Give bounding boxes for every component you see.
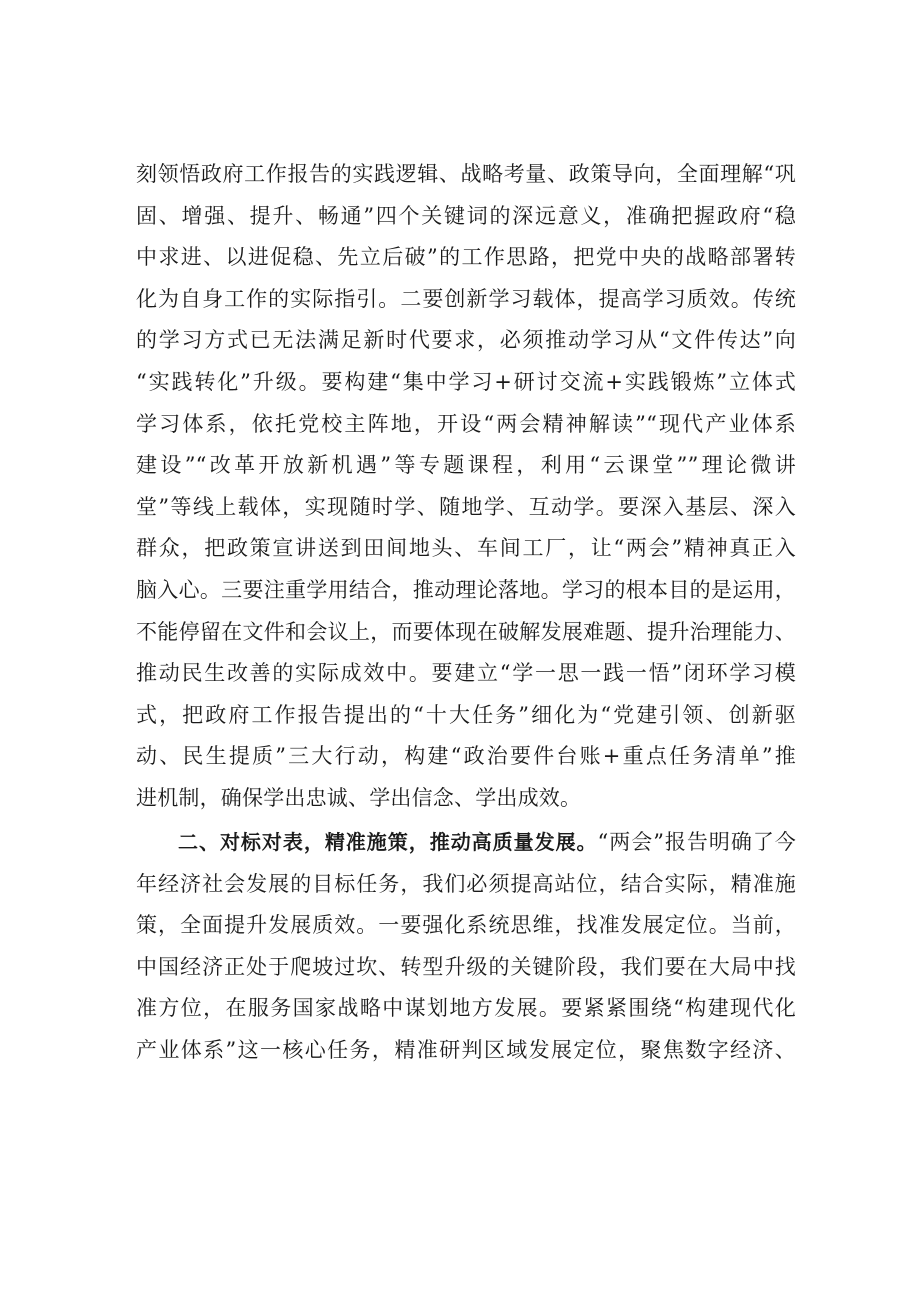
paragraph-line: 准方位，在服务国家战略中谋划地方发展。要紧紧围绕“构建现代化 <box>136 996 796 1021</box>
paragraph-line: 式，把政府工作报告提出的“十大任务”细化为“党建引领、创新驱 <box>136 702 796 727</box>
paragraph-line: 学习体系，依托党校主阵地，开设“两会精神解读”“现代产业体系 <box>136 411 796 436</box>
paragraph-line: 刻领悟政府工作报告的实践逻辑、战略考量、政策导向，全面理解“巩 <box>136 162 796 186</box>
paragraph-first-line <box>136 822 796 864</box>
paragraph-line: 固、增强、提升、畅通”四个关键词的深远意义，准确把握政府“稳 <box>136 203 796 228</box>
paragraph-2 <box>136 822 796 1072</box>
paragraph-line: 年经济社会发展的目标任务，我们必须提高站位，结合实际，精准施 <box>136 871 796 896</box>
paragraph-line: 堂”等线上载体，实现随时学、随地学、互动学。要深入基层、深入 <box>136 494 796 519</box>
paragraph-line: 群众，把政策宣讲送到田间地头、车间工厂，让“两会”精神真正入 <box>136 536 796 561</box>
paragraph-line: 不能停留在文件和会议上，而要体现在破解发展难题、提升治理能力、 <box>136 619 796 644</box>
paragraph-line: 中国经济正处于爬坡过坎、转型升级的关键阶段，我们要在大局中找 <box>136 954 796 979</box>
paragraph-1 <box>136 154 796 820</box>
heading-continuation: “两会”报告明确了今 <box>597 830 796 854</box>
paragraph-line: 脑入心。三要注重学用结合，推动理论落地。学习的根本目的是运用， <box>136 577 796 602</box>
paragraph-line: 动、民生提质”三大行动，构建“政治要件台账+重点任务清单”推 <box>136 744 796 769</box>
paragraph-line: 化为自身工作的实际指引。二要创新学习载体，提高学习质效。传统 <box>136 286 796 311</box>
paragraph-line: 策，全面提升发展质效。一要强化系统思维，找准发展定位。当前， <box>136 913 796 938</box>
paragraph-line: 建设”“改革开放新机遇”等专题课程，利用“云课堂””理论微讲 <box>136 453 796 478</box>
paragraph-line: 中求进、以进促稳、先立后破”的工作思路，把党中央的战略部署转 <box>136 245 796 270</box>
paragraph-line: 的学习方式已无法满足新时代要求，必须推动学习从“文件传达”向 <box>136 328 796 353</box>
paragraph-line: 进机制，确保学出忠诚、学出信念、学出成效。 <box>136 785 582 810</box>
section-heading: 二、对标对表，精准施策，推动高质量发展。 <box>178 830 598 854</box>
paragraph-line: 推动民生改善的实际成效中。要建立“学一思一践一悟”闭环学习模 <box>136 661 796 686</box>
paragraph-line: 产业体系”这一核心任务，精准研判区域发展定位，聚焦数字经济、 <box>136 1037 796 1062</box>
paragraph-line: “实践转化”升级。要构建“集中学习+研讨交流+实践锻炼”立体式 <box>136 369 796 394</box>
